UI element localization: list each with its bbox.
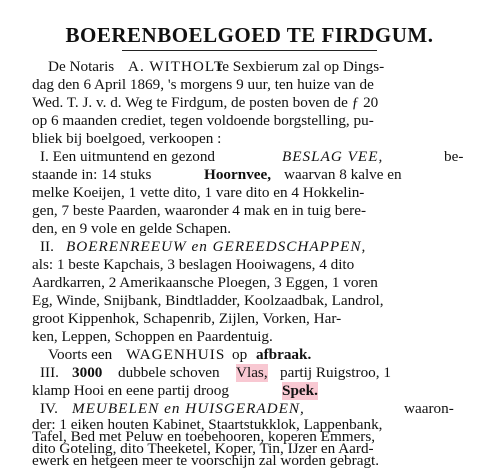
text-line-2 [0,76,499,94]
text-line-3-text: Wed. T. J. v. d. Weg te Firdgum, de posten boven de ƒ 20 [32,94,379,111]
text-line-21-text: der: 1 eiken houten Kabinet, Staartstukklok, Lappenbank, [32,416,383,433]
text-line-8-text: melke Koeijen, 1 vette dito, 1 vare dito en 4 Hokkelin- [32,184,365,201]
text-line-18-c: dubbele schoven [118,364,220,381]
text-line-10 [0,220,499,238]
text-line-6-rest: be- [444,148,464,165]
hoornvee-bold: Hoornvee, [204,166,272,183]
text-line-12 [0,256,499,274]
text-line-22-text: Tafel, Bed met Peluw en toebehooren, koperen Emmers, [32,428,376,445]
text-line-12-text: als: 1 beste Kapchais, 3 beslagen Hooiwagens, 4 dito [32,256,355,273]
text-line-14-text: Eg, Winde, Snijbank, Bindtladder, Koolzaadbak, Landrol, [32,292,384,309]
text-line-3 [0,94,499,112]
text-line-7-a: staande in: 14 stuks [32,166,152,183]
text-line-7 [0,166,499,184]
vlas-highlight: Vlas, [236,364,268,381]
section-2-heading: BOERENREEUW en GEREEDSCHAPPEN, [66,238,367,255]
text-line-11 [0,238,499,256]
section-3-number: III. [40,364,59,381]
wagenhuis-text: WAGENHUIS [126,346,226,363]
text-line-19-a: klamp Hooi en eene partij droog [32,382,229,399]
text-line-24 [0,452,499,470]
text-line-4 [0,112,499,130]
text-line-10-text: den, en 9 vole en gelde Schapen. [32,220,232,237]
text-line-13 [0,274,499,292]
text-line-18-e: partij Ruigstroo, 1 [280,364,391,381]
vlas-quantity: 3000 [72,364,103,381]
text-line-4-text: op 6 maanden crediet, tegen voldoende borgstelling, pu- [32,112,374,129]
notaris-label: De Notaris [48,58,115,75]
text-line-9 [0,202,499,220]
spek-highlight: Spek. [282,382,318,399]
text-line-17 [0,346,499,364]
notice-title [0,23,499,51]
text-line-8 [0,184,499,202]
text-line-23-text: dito Goteling, dito Theeketel, Koper, Tin, IJzer en Aard- [32,440,374,457]
afbraak-bold: afbraak. [256,346,312,363]
title-underline [122,50,377,51]
section-1-intro: I. Een uitmuntend en gezond [40,148,216,165]
text-line-13-text: Aardkarren, 2 Amerikaansche Ploegen, 3 Eggen, 1 voren [32,274,378,291]
section-2-number: II. [40,238,54,255]
text-line-1-rest: te Sexbierum zal op Dings- [218,58,385,75]
text-line-1 [0,58,499,76]
text-line-20-c: waaron- [404,400,454,417]
notaris-name: A. WITHOLT [128,58,225,75]
notice-title-text: BOERENBOELGOED TE FIRDGUM. [65,23,434,47]
text-line-14 [0,292,499,310]
text-line-15-text: groot Kippenhok, Schapenrib, Zijlen, Vorken, Har- [32,310,342,327]
section-4-number: IV. [40,400,58,417]
text-line-24-text: ewerk en hetgeen meer te voorschijn zal worden gebragt. [32,452,380,469]
text-line-2-text: dag den 6 April 1869, 's morgens 9 uur, ten huize van de [32,76,374,93]
text-line-5-text: bliek bij boelgoed, verkoopen : [32,130,222,147]
text-line-17-c: op [232,346,248,363]
text-line-5 [0,130,499,148]
text-line-6 [0,148,499,166]
section-4-heading: MEUBELEN en HUISGERADEN, [72,400,305,417]
text-line-16-text: ken, Leppen, Schoppen en Paardentuig. [32,328,273,345]
text-line-18 [0,364,499,382]
text-line-7-c: waarvan 8 kalve en [284,166,402,183]
text-line-16 [0,328,499,346]
text-line-19 [0,382,499,400]
text-line-17-a: Voorts een [48,346,113,363]
text-line-15 [0,310,499,328]
section-1-heading: BESLAG VEE, [282,148,384,165]
text-line-9-text: gen, 7 beste Paarden, waaronder 4 mak en in tuig bere- [32,202,366,219]
